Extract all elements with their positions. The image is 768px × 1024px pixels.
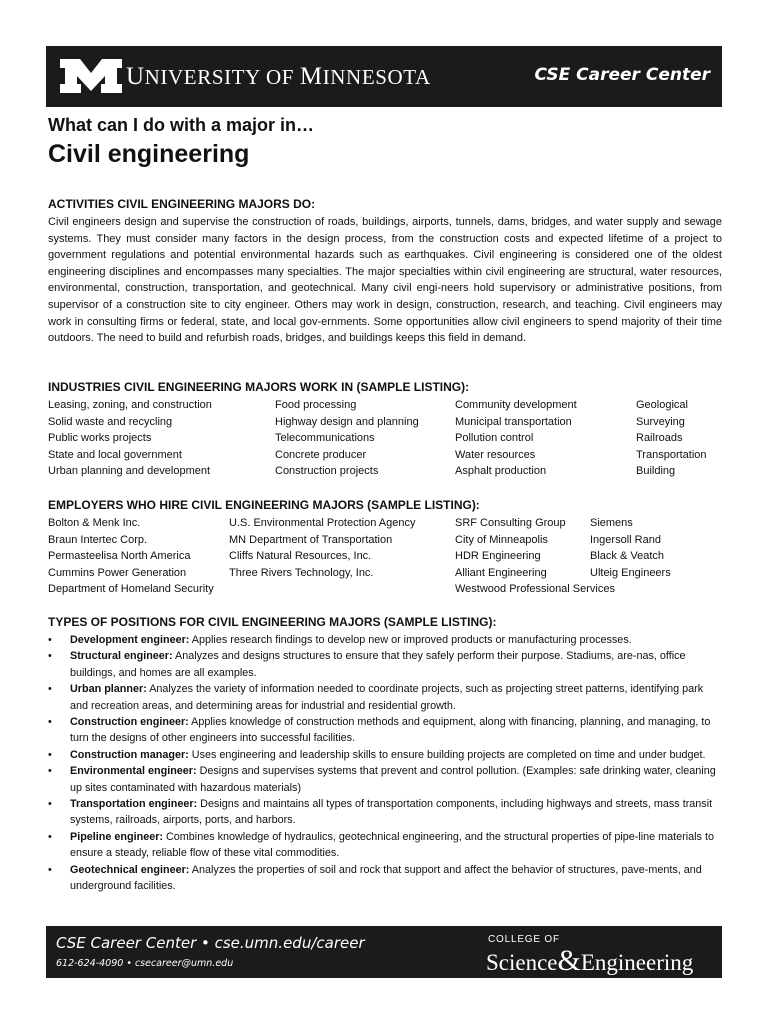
employers-column-2 <box>229 515 415 581</box>
university-m-logo <box>60 59 122 93</box>
position-title: Geotechnical engineer: <box>70 863 190 876</box>
position-description: Analyzes and designs structures to ensure that they safely perform their purpose. Stadiums, are-nas, office buildings, and homes are all examples. <box>70 650 686 679</box>
list-item <box>48 632 718 648</box>
position-title: Urban planner: <box>70 683 147 696</box>
list-item: HDR Engineering <box>455 550 541 563</box>
list-item: Braun Intertec Corp. <box>48 533 148 546</box>
industries-column-4 <box>636 397 707 480</box>
list-item: Pollution control <box>455 432 534 445</box>
employers-column-4 <box>590 515 671 581</box>
list-item: Leasing, zoning, and construction <box>48 399 212 411</box>
list-item: Concrete producer <box>275 448 367 461</box>
list-item: Urban planning and development <box>48 465 211 478</box>
position-title: Construction manager: <box>70 748 189 761</box>
position-title: Pipeline engineer: <box>70 830 163 843</box>
position-description: Applies research findings to develop new or improved products or manufacturing processes. <box>189 634 632 646</box>
list-item: Community development <box>455 399 577 411</box>
list-item: Geological <box>636 399 688 411</box>
bullet: • <box>48 765 52 778</box>
position-description: Designs and supervises systems that prevent and control pollution. (Examples: safe drinking water, cleaning up sites contaminated with hazardous materials) <box>70 765 716 794</box>
list-item <box>48 862 718 895</box>
list-item: Siemens <box>590 517 633 529</box>
list-item: Highway design and planning <box>275 415 419 428</box>
industries-column-2 <box>275 397 419 480</box>
list-item: MN Department of Transportation <box>229 533 393 546</box>
list-item: Cliffs Natural Resources, Inc. <box>229 550 372 563</box>
list-item: Telecommunications <box>275 432 375 445</box>
list-item: Cummins Power Generation <box>48 566 187 579</box>
list-item: Solid waste and recycling <box>48 415 173 428</box>
position-description: Combines knowledge of hydraulics, geotechnical engineering, and the structural properties of pipe-line materials to ensure a steady, reliable flow of these vital commodities. <box>70 830 714 860</box>
position-description: Applies knowledge of construction methods and equipment, along with financing, planning, and managing, to turn the designs of other engineers into successful facilities. <box>70 716 711 745</box>
bullet: • <box>48 798 52 811</box>
list-item <box>48 648 718 681</box>
list-item <box>48 681 718 714</box>
university-name: UNIVERSITY OF MINNESOTA <box>126 63 431 90</box>
list-item: Municipal transportation <box>455 415 572 428</box>
footer-center-link: CSE Career Center • cse.umn.edu/career <box>56 934 365 952</box>
position-title: Structural engineer: <box>70 650 173 663</box>
list-item: Department of Homeland Security <box>48 583 214 596</box>
list-item <box>48 829 718 862</box>
list-item: Surveying <box>636 415 685 428</box>
bullet: • <box>48 634 52 646</box>
list-item: Alliant Engineering <box>455 566 547 579</box>
lead-question: What can I do with a major in… <box>48 115 315 135</box>
list-item <box>48 747 718 763</box>
list-item: Ingersoll Rand <box>590 533 661 546</box>
header-center-title: CSE Career Center <box>534 65 710 85</box>
list-item: Food processing <box>275 399 357 411</box>
list-item: Railroads <box>636 432 683 445</box>
header-bar <box>46 46 722 107</box>
list-item: Bolton & Menk Inc. <box>48 517 141 529</box>
position-title: Development engineer: <box>70 634 190 646</box>
bullet: • <box>48 716 52 729</box>
list-item: Permasteelisa North America <box>48 550 191 563</box>
college-logo-text: Science&Engineering <box>486 944 694 977</box>
list-item: Three Rivers Technology, Inc. <box>229 566 374 579</box>
positions-list <box>48 632 718 895</box>
list-item: Ulteig Engineers <box>590 566 671 579</box>
list-item: Asphalt production <box>455 465 547 478</box>
position-title: Transportation engineer: <box>70 798 198 811</box>
list-item: Westwood Professional Services <box>455 583 615 596</box>
position-description: Analyzes the properties of soil and rock that support and affect the behavior of structures, pave-ments, and underground facilities. <box>70 863 702 893</box>
position-title: Environmental engineer: <box>70 765 197 778</box>
industries-column-3 <box>455 397 577 480</box>
industries-column-1 <box>48 397 212 480</box>
footer-bar <box>46 926 722 978</box>
college-of-label: COLLEGE OF <box>488 934 560 945</box>
list-item: Building <box>636 465 676 478</box>
position-description: Uses engineering and leadership skills to ensure building projects are completed on time and under budget. <box>188 748 706 761</box>
list-item: U.S. Environmental Protection Agency <box>229 517 416 529</box>
list-item: Black & Veatch <box>590 550 664 563</box>
industries-heading: INDUSTRIES CIVIL ENGINEERING MAJORS WORK IN (SAMPLE LISTING): <box>48 380 470 394</box>
list-item <box>48 714 718 747</box>
footer-contact: 612-624-4090 • csecareer@umn.edu <box>56 958 234 969</box>
bullet: • <box>48 683 52 696</box>
bullet: • <box>48 650 52 663</box>
list-item: Construction projects <box>275 465 379 478</box>
activities-heading: ACTIVITIES CIVIL ENGINEERING MAJORS DO: <box>48 197 316 211</box>
position-description: Analyzes the variety of information needed to coordinate projects, such as projecting street patterns, identifying park and recreation areas, and determining areas for industrial and residential growth. <box>70 683 704 712</box>
list-item <box>48 796 718 829</box>
positions-heading: TYPES OF POSITIONS FOR CIVIL ENGINEERING MAJORS (SAMPLE LISTING): <box>48 615 497 629</box>
employers-heading: EMPLOYERS WHO HIRE CIVIL ENGINEERING MAJORS (SAMPLE LISTING): <box>48 498 480 512</box>
position-description: Designs and maintains all types of transportation components, including highways and streets, mass transit systems, railroads, airports, ports, and harbors. <box>70 798 713 827</box>
activities-paragraph: Civil engineers design and supervise the construction of roads, buildings, airports, tunnels, dams, bridges, and water supply and sewage systems. They must consider many factors in the design process, from the construction costs and expected lifetime of a project to government regulations and potential environmental hazards such as earthquakes. Civil engineering is considered one of the oldest engineering disciplines and encompasses many specialties. The major specialties within civil engineering are structural, water resources, environmental, construction, transportation, and geotechnical. Many civil engi-neers hold supervisory or administrative positions, from supervisor of a construction site to city engineer. Others may work in design, construction, research, and teaching. Civil engineers may work in consulting firms or federal, state, and local gov-ernments. Some opportunities allow civil engineers to spend majority of their time outdoors. The need to build and refurbish roads, bridges, and buildings keeps this field in demand. <box>48 216 722 345</box>
list-item: Transportation <box>636 448 707 461</box>
employers-column-1 <box>48 515 214 598</box>
page-title: Civil engineering <box>48 140 250 168</box>
list-item <box>48 763 718 796</box>
position-title: Construction engineer: <box>70 716 189 729</box>
list-item: SRF Consulting Group <box>455 517 566 529</box>
list-item: City of Minneapolis <box>455 533 548 546</box>
bullet: • <box>48 863 52 876</box>
bullet: • <box>48 830 52 843</box>
bullet: • <box>48 748 52 761</box>
list-item: Water resources <box>455 448 536 461</box>
list-item: State and local government <box>48 448 182 461</box>
list-item: Public works projects <box>48 432 152 445</box>
